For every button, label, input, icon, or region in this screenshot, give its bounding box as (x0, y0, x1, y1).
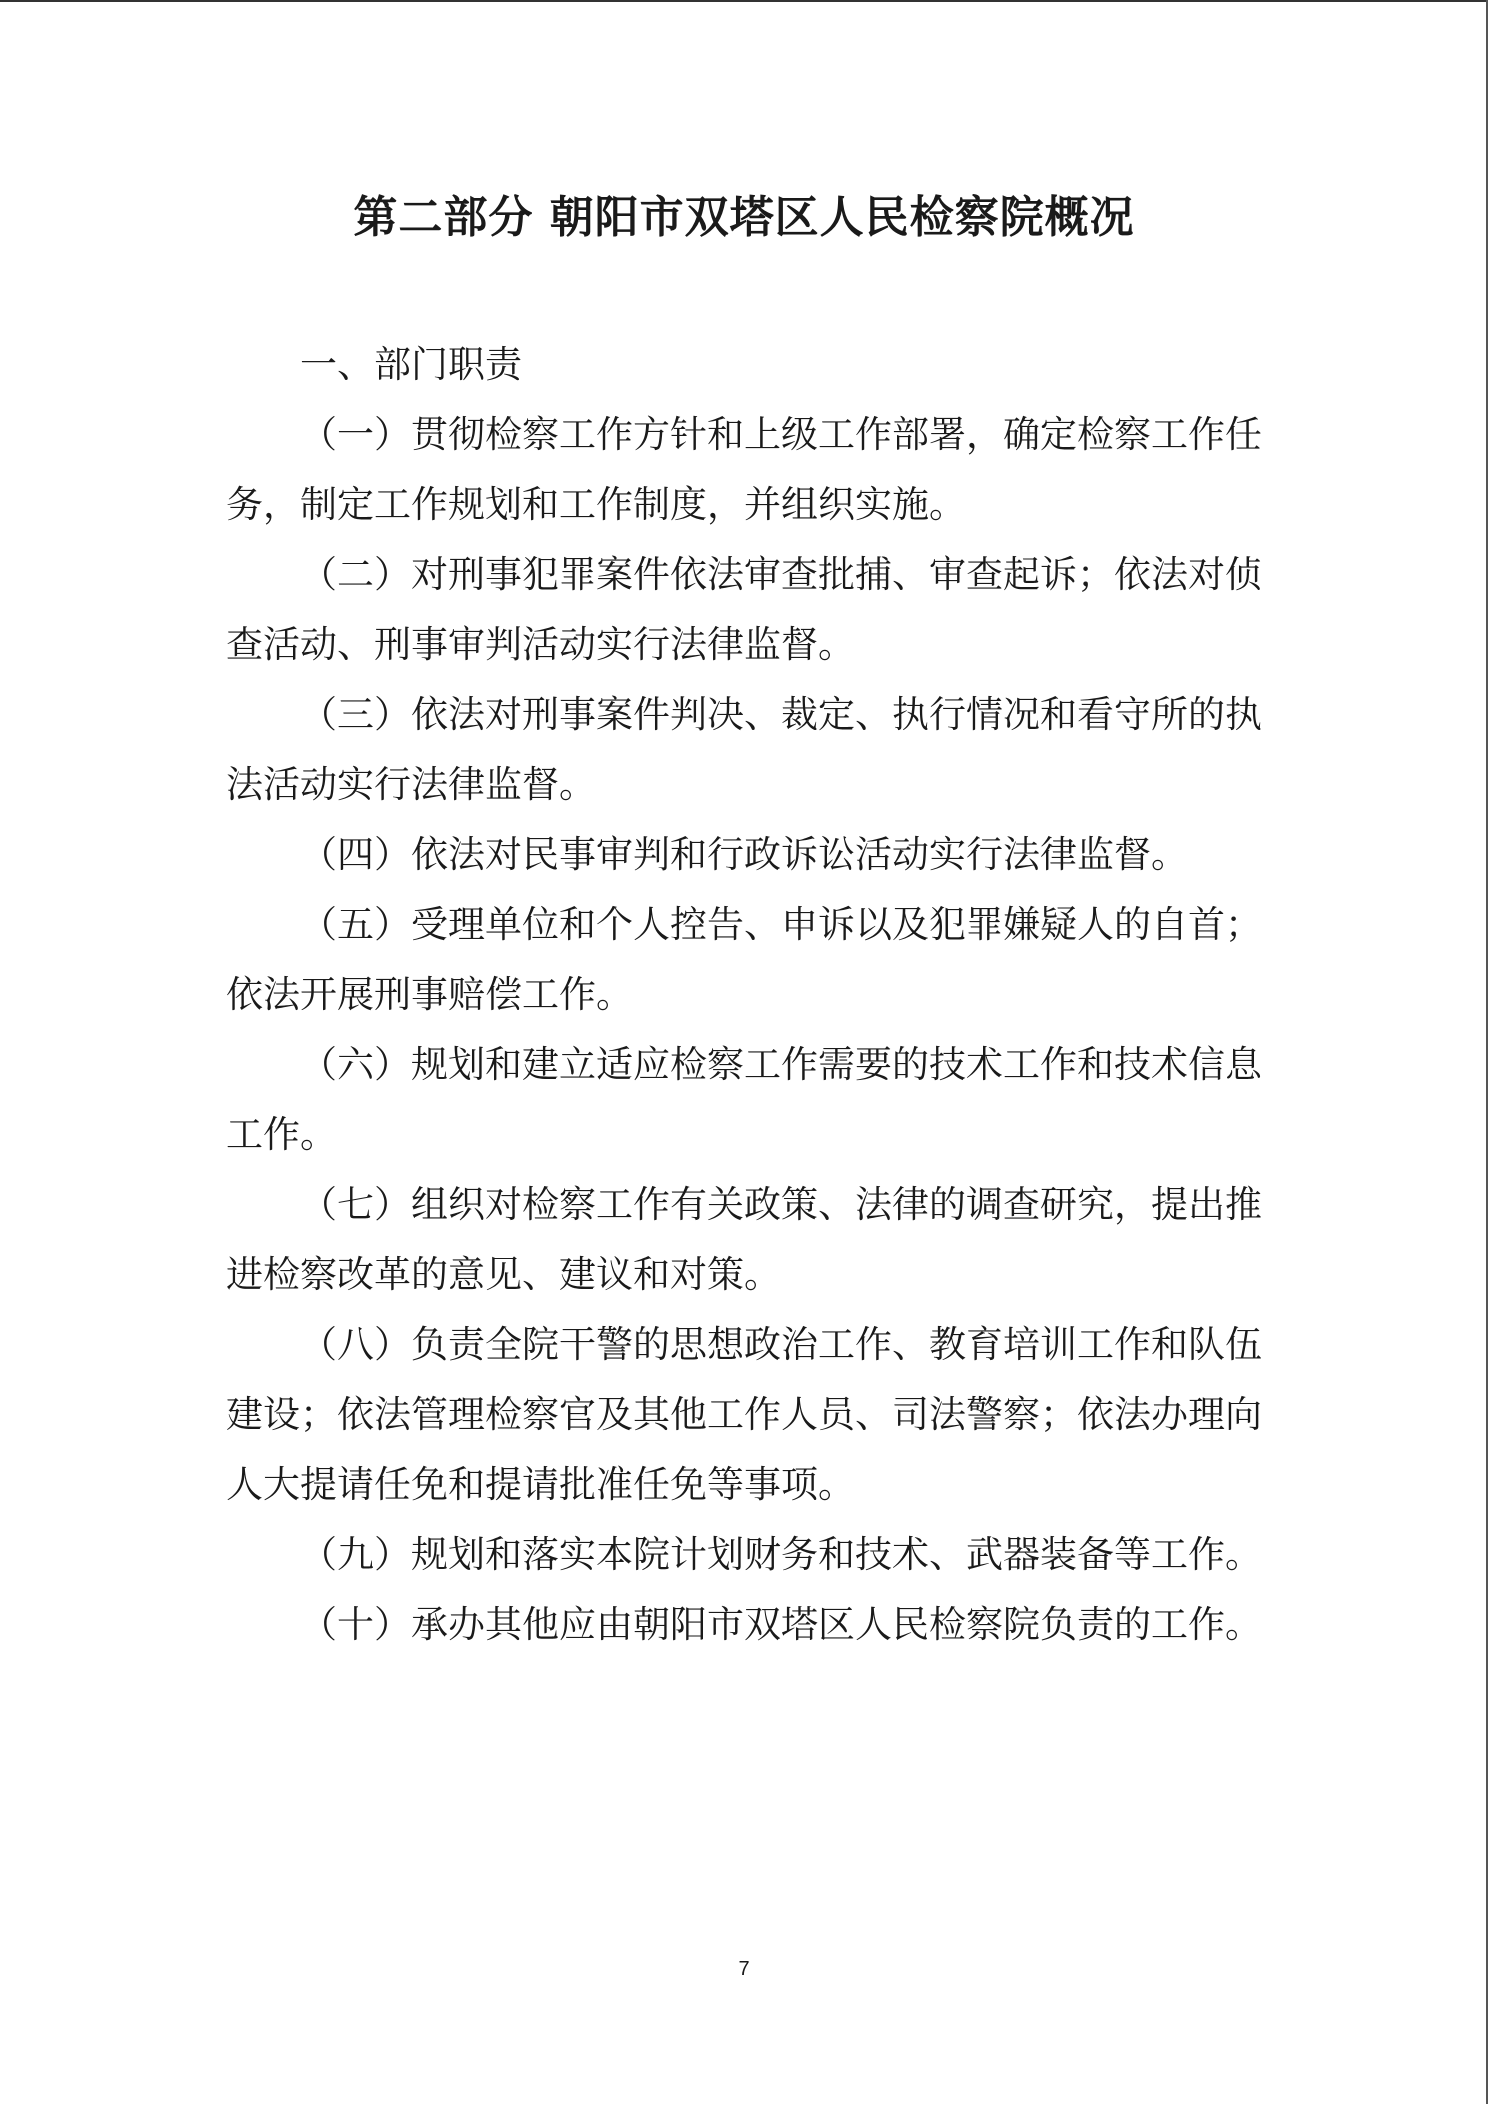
page-border-top (0, 0, 1488, 2)
duty-paragraph-1: （一）贯彻检察工作方针和上级工作部署，确定检察工作任务，制定工作规划和工作制度，并组织实施。 (226, 413, 1262, 526)
section-heading: 一、部门职责 (300, 343, 522, 386)
duty-paragraph-5: （五）受理单位和个人控告、申诉以及犯罪嫌疑人的自首；依法开展刑事赔偿工作。 (226, 903, 1262, 1016)
duty-paragraph-3: （三）依法对刑事案件判决、裁定、执行情况和看守所的执法活动实行法律监督。 (226, 693, 1262, 806)
duty-paragraph-2: （二）对刑事犯罪案件依法审查批捕、审查起诉；依法对侦查活动、刑事审判活动实行法律监督。 (226, 553, 1262, 666)
duty-paragraph-7: （七）组织对检察工作有关政策、法律的调查研究，提出推进检察改革的意见、建议和对策。 (226, 1183, 1262, 1296)
duty-paragraph-4: （四）依法对民事审判和行政诉讼活动实行法律监督。 (300, 833, 1188, 876)
page-title: 第二部分 朝阳市双塔区人民检察院概况 (353, 192, 1135, 243)
duty-paragraph-9: （九）规划和落实本院计划财务和技术、武器装备等工作。 (300, 1533, 1262, 1576)
duty-paragraph-8: （八）负责全院干警的思想政治工作、教育培训工作和队伍建设；依法管理检察官及其他工作人员、司法警察；依法办理向人大提请任免和提请批准任免等事项。 (226, 1323, 1262, 1506)
document-body (226, 330, 1262, 1660)
duty-paragraph-10: （十）承办其他应由朝阳市双塔区人民检察院负责的工作。 (300, 1603, 1262, 1646)
page-number: 7 (738, 1958, 750, 1980)
duty-paragraph-6: （六）规划和建立适应检察工作需要的技术工作和技术信息工作。 (226, 1043, 1262, 1156)
